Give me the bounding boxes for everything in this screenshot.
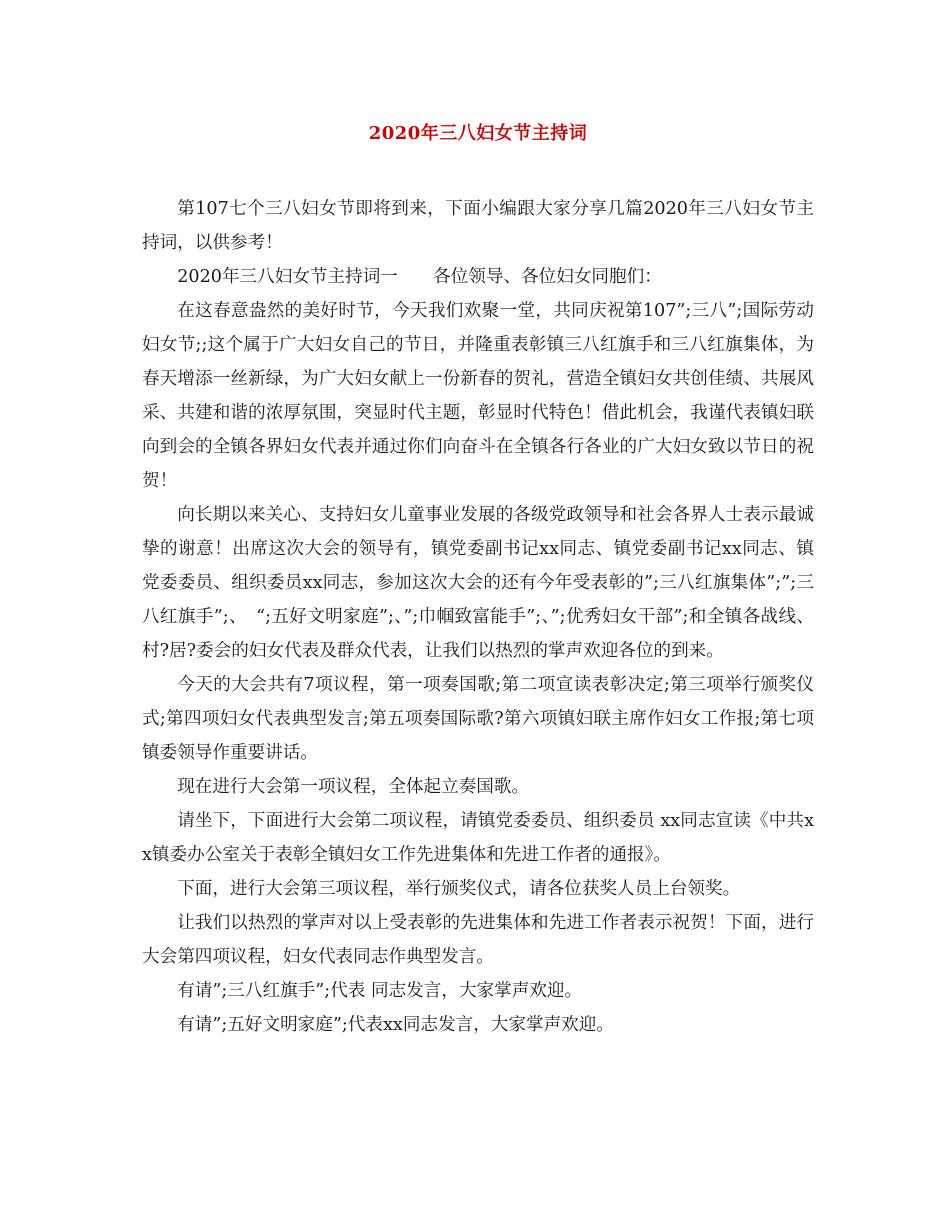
paragraph-speaker-one: 有请”;三八红旗手”;代表 同志发言，大家掌声欢迎。	[177, 981, 583, 1001]
document-body	[142, 192, 814, 1042]
document-page	[142, 120, 814, 1042]
paragraph-heading-one: 2020年三八妇女节主持词一 各位领导、各位妇女同胞们：	[177, 267, 662, 287]
paragraph-awards: 下面，进行大会第三项议程，举行颁奖仪式，请各位获奖人员上台领奖。	[177, 879, 741, 899]
paragraph-agenda: 今天的大会共有7项议程，第一项奏国歌;第二项宣读表彰决定;第三项举行颁奖仪式;第四项妇女代表典型发言;第五项奏国际歌?第六项镇妇联主席作妇女工作报;第七项镇委领导作重要讲话。	[142, 675, 814, 763]
paragraph-anthem: 现在进行大会第一项议程，全体起立奏国歌。	[177, 777, 530, 797]
paragraph-speaker-two: 有请”;五好文明家庭”;代表xx同志发言，大家掌声欢迎。	[177, 1015, 614, 1035]
paragraph-thanks: 向长期以来关心、支持妇女儿童事业发展的各级党政领导和社会各界人士表示最诚挚的谢意！出席这次大会的领导有，镇党委副书记xx同志、镇党委副书记xx同志、镇党委委员、组织委员xx同志，参加这次大会的还有今年受表彰的”;三八红旗集体”;”;三八红旗手”;、 “;五好文明家庭”;、”;巾帼致富能手”;、”;优秀妇女干部”;和全镇各战线、村?居?委会的妇女代表及群众代表，让我们以热烈的掌声欢迎各位的到来。	[142, 505, 814, 661]
document-title: 2020年三八妇女节主持词	[368, 123, 588, 144]
paragraph-opening: 在这春意盎然的美好时节，今天我们欢聚一堂，共同庆祝第107”;三八”;国际劳动妇女节;;这个属于广大妇女自己的节日，并隆重表彰镇三八红旗手和三八红旗集体，为春天增添一丝新绿，为广大妇女献上一份新春的贺礼，营造全镇妇女共创佳绩、共展风采、共建和谐的浓厚氛围，突显时代主题，彰显时代特色！借此机会，我谨代表镇妇联向到会的全镇各界妇女代表并通过你们向奋斗在全镇各行各业的广大妇女致以节日的祝贺！	[142, 301, 814, 491]
paragraph-intro: 第107七个三八妇女节即将到来，下面小编跟大家分享几篇2020年三八妇女节主持词，以供参考！	[142, 199, 814, 253]
paragraph-decision: 请坐下，下面进行大会第二项议程，请镇党委委员、组织委员 xx同志宣读《中共xx镇委办公室关于表彰全镇妇女工作先进集体和先进工作者的通报》。	[142, 811, 814, 865]
paragraph-congrats: 让我们以热烈的掌声对以上受表彰的先进集体和先进工作者表示祝贺！下面，进行大会第四项议程，妇女代表同志作典型发言。	[142, 913, 814, 967]
